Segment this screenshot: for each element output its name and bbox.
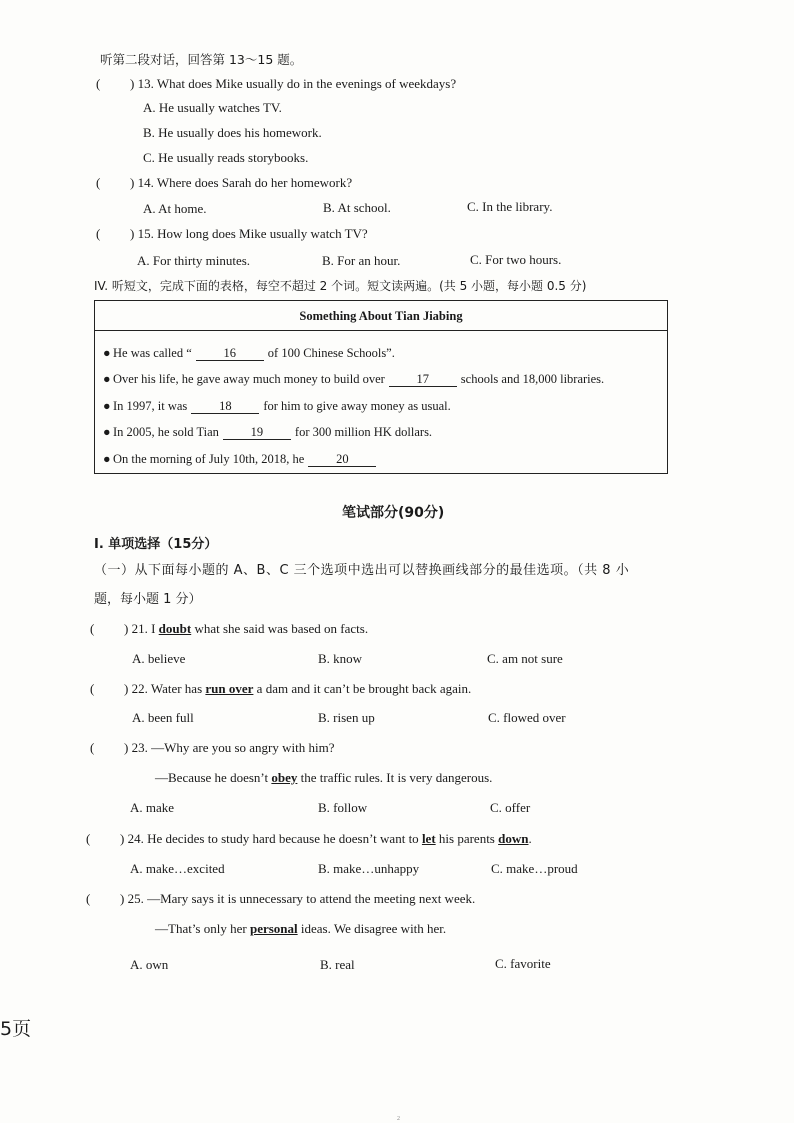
bullet-icon: ●: [103, 346, 111, 360]
underlined-word: personal: [249, 921, 298, 936]
page-number-mark: 5页: [0, 1018, 32, 1040]
written-part-heading: 笔试部分(90分): [342, 505, 445, 521]
question-stem: ) 14. Where does Sarah do her homework?: [130, 175, 353, 190]
blank-17[interactable]: 17: [389, 373, 457, 387]
question-stem: a dam and it can’t be brought back again.: [253, 681, 472, 696]
option-13b: B. He usually does his homework.: [143, 125, 322, 140]
option-14c: C. In the library.: [467, 199, 553, 214]
underlined-word: down: [498, 831, 529, 846]
option-24b: B. make…unhappy: [318, 861, 420, 876]
question-stem: ) 23. —Why are you so angry with him?: [124, 740, 335, 755]
row-text: Over his life, he gave away much money to build over: [113, 372, 385, 386]
option-25c: C. favorite: [495, 956, 551, 971]
row-text: On the morning of July 10th, 2018, he: [113, 452, 305, 466]
answer-paren[interactable]: (: [86, 891, 91, 906]
answer-paren[interactable]: (: [86, 831, 91, 846]
option-23c: C. offer: [490, 800, 531, 815]
question-stem: ) 13. What does Mike usually do in the evenings of weekdays?: [130, 76, 457, 91]
table-row: [103, 345, 395, 361]
option-21c: C. am not sure: [487, 651, 563, 666]
table-title: Something About Tian Jiabing: [95, 301, 667, 331]
option-14a: A. At home.: [143, 201, 207, 216]
row-text: of 100 Chinese Schools”.: [267, 346, 395, 360]
bullet-icon: ●: [103, 452, 111, 466]
question-stem: ) 25. —Mary says it is unnecessary to attend the meeting next week.: [120, 891, 476, 906]
option-24a: A. make…excited: [130, 861, 225, 876]
row-text: schools and 18,000 libraries.: [460, 372, 605, 386]
bullet-icon: ●: [103, 425, 111, 439]
info-table: [94, 300, 668, 474]
blank-20[interactable]: 20: [308, 453, 376, 467]
question-25-line2: [155, 921, 446, 937]
table-row: [103, 371, 604, 387]
option-15b: B. For an hour.: [322, 253, 401, 268]
question-stem: ) 22. Water has: [124, 681, 206, 696]
option-23a: A. make: [130, 800, 175, 815]
question-stem: ) 24. He decides to study hard because he doesn’t want to: [120, 831, 422, 846]
blank-19[interactable]: 19: [223, 426, 291, 440]
question-14: [96, 175, 352, 191]
option-15c: C. For two hours.: [470, 252, 562, 267]
row-text: for 300 million HK dollars.: [294, 425, 433, 439]
question-stem: the traffic rules. It is very dangerous.: [297, 770, 493, 785]
answer-paren[interactable]: (: [90, 621, 95, 636]
underlined-word: let: [421, 831, 436, 846]
question-22: [90, 681, 471, 697]
option-13a: A. He usually watches TV.: [143, 100, 282, 115]
option-15a: A. For thirty minutes.: [137, 253, 251, 268]
section1-instruction-line1: （一）从下面每小题的 A、B、C 三个选项中选出可以替换画线部分的最佳选项。（共 8 小: [94, 563, 630, 578]
question-23-line2: [155, 770, 492, 786]
table-row: [103, 451, 380, 467]
question-stem: his parents: [435, 831, 499, 846]
question-stem: what she said was based on facts.: [191, 621, 369, 636]
question-13: [96, 76, 456, 92]
bullet-icon: ●: [103, 372, 111, 386]
option-22a: A. been full: [132, 710, 194, 725]
option-25a: A. own: [130, 957, 169, 972]
option-24c: C. make…proud: [491, 861, 578, 876]
question-stem: ) 21. I: [124, 621, 159, 636]
answer-paren[interactable]: (: [90, 681, 95, 696]
question-stem: .: [528, 831, 532, 846]
option-21b: B. know: [318, 651, 363, 666]
blank-18[interactable]: 18: [191, 400, 259, 414]
option-21a: A. believe: [132, 651, 186, 666]
answer-paren[interactable]: (: [96, 226, 101, 241]
underlined-word: run over: [205, 681, 254, 696]
question-21: [90, 621, 368, 637]
option-22b: B. risen up: [318, 710, 375, 725]
underlined-word: obey: [271, 770, 298, 785]
option-13c: C. He usually reads storybooks.: [143, 150, 309, 165]
option-22c: C. flowed over: [488, 710, 566, 725]
option-25b: B. real: [320, 957, 355, 972]
question-stem: —Because he doesn’t: [155, 770, 272, 785]
row-text: He was called “: [113, 346, 192, 360]
footer-dot: 2: [397, 1116, 400, 1122]
question-25: [86, 891, 475, 907]
answer-paren[interactable]: (: [96, 76, 101, 91]
part2-instruction: 听第二段对话，回答第 13～15 题。: [100, 52, 303, 67]
table-row: [103, 424, 432, 440]
option-14b: B. At school.: [323, 200, 391, 215]
section4-instruction: IV. 听短文，完成下面的表格，每空不超过 2 个词。短文读两遍。(共 5 小题，每小题 0.5 分): [94, 279, 587, 293]
section1-heading: I. 单项选择（15分）: [94, 537, 218, 552]
answer-paren[interactable]: (: [96, 175, 101, 190]
table-row: [103, 398, 451, 414]
question-15: [96, 226, 368, 242]
bullet-icon: ●: [103, 399, 111, 413]
question-stem: ideas. We disagree with her.: [297, 921, 447, 936]
row-text: In 1997, it was: [113, 399, 188, 413]
question-stem: ) 15. How long does Mike usually watch TV?: [130, 226, 368, 241]
question-24: [86, 831, 532, 847]
underlined-word: doubt: [158, 621, 192, 636]
answer-paren[interactable]: (: [90, 740, 95, 755]
row-text: In 2005, he sold Tian: [113, 425, 219, 439]
row-text: for him to give away money as usual.: [263, 399, 451, 413]
question-stem: —That’s only her: [155, 921, 250, 936]
section1-instruction-line2: 题，每小题 1 分）: [94, 592, 202, 607]
option-23b: B. follow: [318, 800, 368, 815]
question-23: [90, 740, 334, 756]
blank-16[interactable]: 16: [196, 347, 264, 361]
